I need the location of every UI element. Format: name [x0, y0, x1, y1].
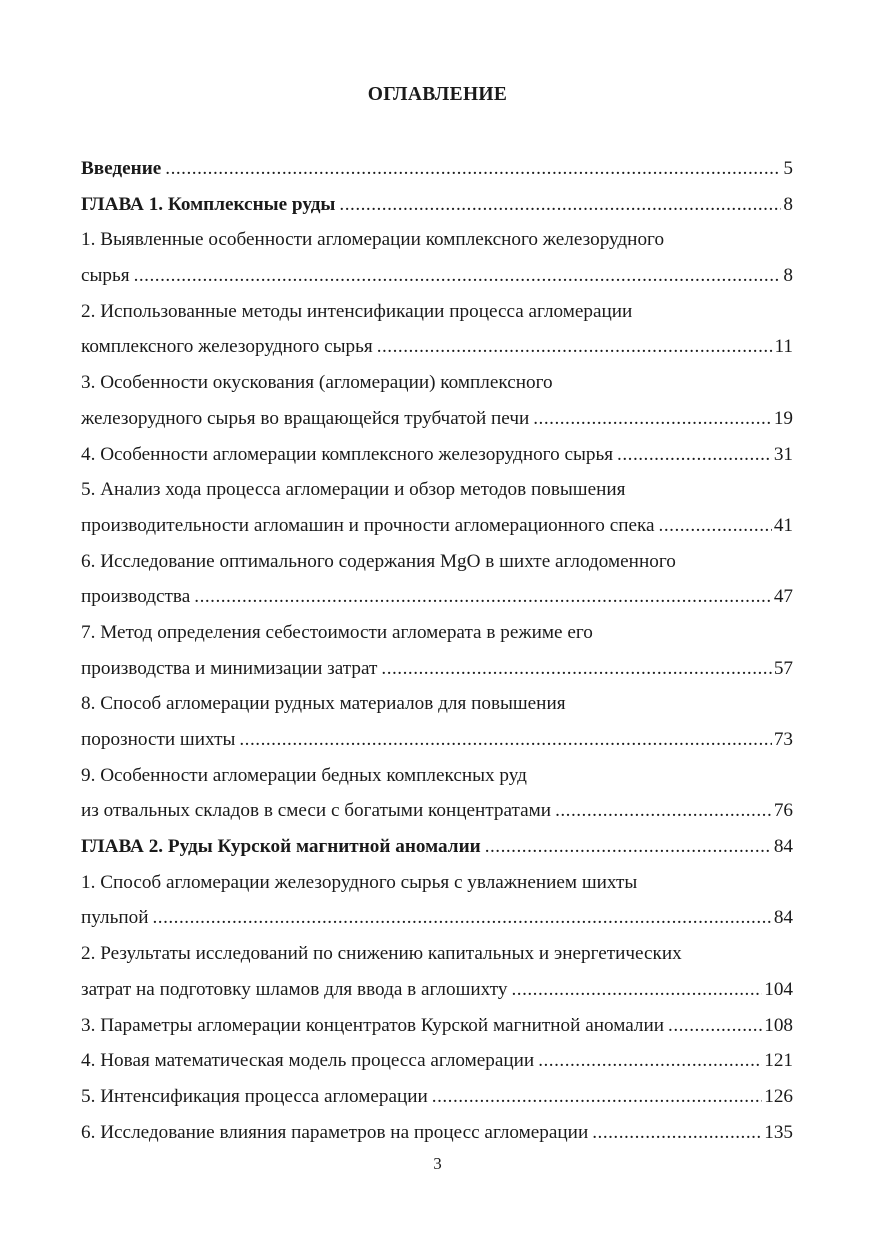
toc-entry [81, 508, 793, 544]
toc-leader-dots [381, 651, 771, 687]
toc-heading: ОГЛАВЛЕНИЕ [367, 84, 508, 105]
toc-entry [81, 151, 793, 187]
toc-entry-page: 126 [764, 1085, 793, 1107]
toc-entry-page: 41 [773, 514, 793, 536]
toc-leader-dots [165, 151, 781, 187]
toc-entry [81, 972, 793, 1008]
toc-entry-title: 3. Параметры агломерации концентратов Курской магнитной аномалии [81, 1014, 665, 1036]
toc-entry-page: 57 [773, 657, 793, 679]
toc-entry-title: порозности шихты [81, 729, 236, 750]
toc-leader-dots [432, 1079, 762, 1115]
toc-entry-page: 104 [764, 978, 793, 1000]
toc-entry-page: 76 [773, 800, 793, 822]
toc-entry [81, 651, 793, 687]
toc-entry-title: 2. Использованные методы интенсификации процесса агломерации [81, 300, 633, 322]
toc-leader-dots [659, 508, 772, 544]
toc-leader-dots [538, 1043, 762, 1079]
toc-entry-title: 4. Особенности агломерации комплексного железорудного сырья [81, 443, 614, 465]
toc-entry [81, 544, 793, 580]
toc-entry-title: 5. Интенсификация процесса агломерации [81, 1085, 428, 1107]
toc-entry-title: 3. Особенности окускования (агломерации) комплексного [81, 372, 553, 394]
toc-leader-dots [555, 793, 772, 829]
toc-leader-dots [617, 437, 772, 473]
toc-entry-title: производства и минимизации затрат [81, 657, 378, 679]
toc-entry [81, 722, 793, 758]
page-number: 3 [433, 1154, 442, 1173]
toc-leader-dots [668, 1008, 762, 1044]
toc-entry [81, 865, 793, 901]
toc-entry-page: 8 [783, 265, 793, 287]
toc-entry-page: 11 [774, 336, 793, 358]
toc-entry-title: ГЛАВА 1. Комплексные руды [81, 193, 336, 215]
table-of-contents [81, 151, 793, 1150]
toc-entry-title: 5. Анализ хода процесса агломерации и обзор методов повышения [81, 479, 626, 501]
toc-entry-page: 108 [764, 1014, 793, 1036]
toc-entry [81, 1008, 793, 1044]
toc-entry [81, 365, 793, 401]
toc-entry-title: 6. Исследование оптимального содержания MgO в шихте аглодоменного [81, 550, 676, 572]
toc-leader-dots [485, 829, 772, 865]
toc-entry-title: 1. Выявленные особенности агломерации комплексного железорудного [81, 229, 665, 251]
toc-entry-page: 8 [783, 193, 793, 215]
toc-entry [81, 579, 793, 615]
toc-entry-title: 1. Способ агломерации железорудного сырья с увлажнением шихты [81, 871, 638, 893]
toc-entry-title: 2. Результаты исследований по снижению капитальных и энергетических [81, 943, 682, 965]
toc-leader-dots [134, 258, 782, 294]
toc-entry [81, 615, 793, 651]
toc-entry-title: производства [81, 586, 191, 608]
toc-entry [81, 294, 793, 330]
toc-entry [81, 329, 793, 365]
toc-leader-dots [511, 972, 762, 1008]
toc-entry-title: пульпой [81, 907, 149, 929]
toc-entry-title: затрат на подготовку шламов для ввода в аглошихту [81, 978, 508, 1000]
toc-entry-page: 135 [764, 1121, 793, 1143]
toc-entry [81, 1079, 793, 1115]
toc-entry [81, 1043, 793, 1079]
toc-entry-page: 31 [773, 443, 793, 465]
toc-entry [81, 686, 793, 722]
toc-entry-title: 6. Исследование влияния параметров на процесс агломерации [81, 1121, 589, 1143]
toc-entry [81, 437, 793, 473]
toc-entry-page: 5 [783, 158, 793, 179]
toc-entry [81, 258, 793, 294]
toc-entry-title: ГЛАВА 2. Руды Курской магнитной аномалии [81, 836, 481, 858]
toc-entry-page: 121 [764, 1050, 793, 1072]
toc-entry [81, 829, 793, 865]
toc-entry-page: 19 [773, 407, 793, 429]
toc-entry-title: 8. Способ агломерации рудных материалов для повышения [81, 693, 566, 715]
toc-leader-dots [377, 329, 773, 365]
toc-entry-title: производительности агломашин и прочности агломерационного спека [81, 514, 655, 536]
toc-entry-title: сырья [81, 265, 130, 287]
toc-leader-dots [239, 722, 771, 758]
toc-leader-dots [152, 900, 771, 936]
toc-entry [81, 758, 793, 794]
toc-entry [81, 222, 793, 258]
toc-entry [81, 900, 793, 936]
toc-entry-page: 84 [773, 836, 793, 858]
toc-entry-title: 4. Новая математическая модель процесса агломерации [81, 1050, 535, 1072]
toc-entry [81, 472, 793, 508]
toc-leader-dots [533, 401, 772, 437]
toc-entry-title: Введение [81, 158, 162, 179]
toc-entry-title: 9. Особенности агломерации бедных комплексных руд [81, 764, 527, 786]
toc-entry-page: 84 [773, 907, 793, 929]
toc-leader-dots [194, 579, 772, 615]
toc-entry-page: 73 [773, 729, 793, 750]
toc-entry [81, 936, 793, 972]
toc-entry-page: 47 [773, 586, 793, 608]
toc-entry-title: комплексного железорудного сырья [81, 336, 373, 358]
toc-leader-dots [592, 1115, 762, 1151]
toc-entry [81, 187, 793, 223]
toc-entry [81, 401, 793, 437]
toc-entry [81, 1115, 793, 1151]
toc-entry [81, 793, 793, 829]
toc-entry-title: из отвальных складов в смеси с богатыми концентратами [81, 800, 552, 822]
toc-entry-title: 7. Метод определения себестоимости агломерата в режиме его [81, 621, 593, 643]
toc-entry-title: железорудного сырья во вращающейся трубчатой печи [81, 407, 530, 429]
toc-leader-dots [339, 187, 781, 223]
